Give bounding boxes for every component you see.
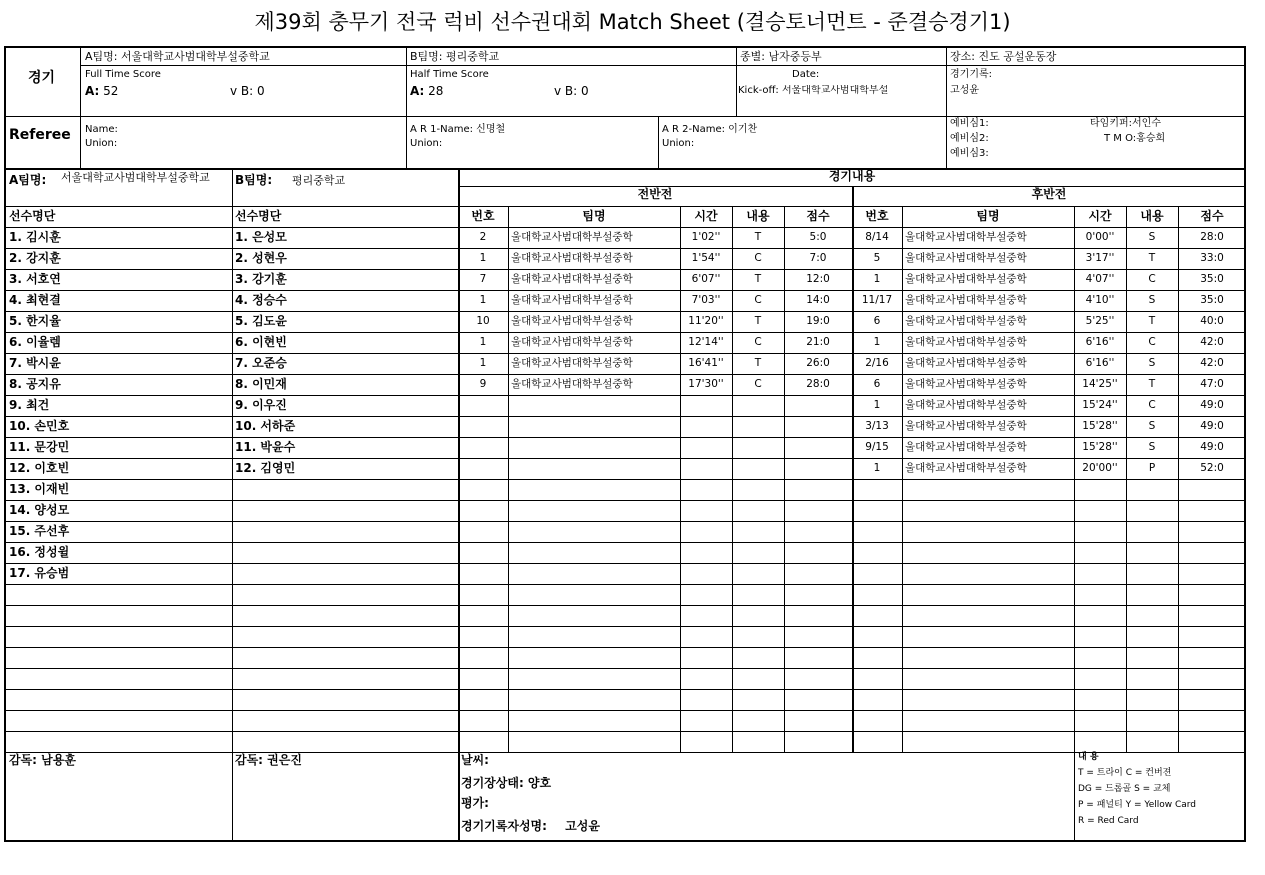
- timekeeper: 타임키퍼:서인수: [1090, 118, 1161, 129]
- second-half-event-time: 4'10'': [1085, 294, 1115, 306]
- second-half-event-no: 2/16: [865, 357, 889, 369]
- b-full-score: 0: [257, 84, 265, 98]
- second-half-event-no: 6: [873, 315, 881, 327]
- team-a-player: 9. 최건: [9, 398, 50, 412]
- team-b-player: 8. 이민재: [235, 377, 287, 391]
- first-half-col-header: 내용: [746, 209, 770, 223]
- second-half-event-team: 울대학교사범대학부설중학: [905, 462, 1027, 474]
- team-b-player: 9. 이우진: [235, 398, 287, 412]
- first-half-event-team: 울대학교사범대학부설중학: [511, 357, 633, 369]
- first-half-event-type: T: [754, 357, 762, 369]
- second-half-event-no: 5: [873, 252, 881, 264]
- second-half-event-score: 28:0: [1200, 231, 1224, 243]
- team-b-player: 11. 박윤수: [235, 440, 296, 454]
- team-a-player: 5. 한지율: [9, 314, 61, 328]
- second-half-event-team: 울대학교사범대학부설중학: [905, 357, 1027, 369]
- second-half-event-time: 6'16'': [1085, 357, 1115, 369]
- first-half-col-header: 번호: [471, 209, 495, 223]
- second-half-event-time: 15'28'': [1082, 420, 1118, 432]
- second-half-event-no: 1: [873, 273, 881, 285]
- a-half-score: 28: [428, 84, 444, 98]
- first-half-event-score: 19:0: [806, 315, 830, 327]
- match-sheet: [4, 46, 1246, 842]
- referee-union-label: Union:: [85, 138, 118, 149]
- second-half-event-type: S: [1148, 357, 1156, 369]
- second-half-event-type: C: [1148, 273, 1156, 285]
- game-label: 경기: [28, 70, 56, 86]
- first-half-event-time: 12'14'': [688, 336, 724, 348]
- second-half-event-team: 울대학교사범대학부설중학: [905, 441, 1027, 453]
- second-half-event-type: C: [1148, 399, 1156, 411]
- first-half-event-no: 1: [479, 336, 487, 348]
- referee-name-label: Name:: [85, 124, 118, 135]
- second-half-event-score: 35:0: [1200, 294, 1224, 306]
- evaluation: 평가:: [461, 796, 489, 810]
- first-half-col-header: 팀명: [582, 209, 606, 223]
- second-half-event-type: C: [1148, 336, 1156, 348]
- second-half-event-no: 3/13: [865, 420, 889, 432]
- team-b-player: 10. 서하준: [235, 419, 296, 433]
- first-half-event-time: 7'03'': [691, 294, 721, 306]
- second-half-event-score: 52:0: [1200, 462, 1224, 474]
- second-half-event-no: 1: [873, 336, 881, 348]
- a-half-label: A:: [410, 84, 425, 98]
- legend-title: 내 용: [1078, 752, 1099, 762]
- first-half-event-team: 울대학교사범대학부설중학: [511, 378, 633, 390]
- second-half-event-time: 15'24'': [1082, 399, 1118, 411]
- ar1-union: Union:: [410, 138, 443, 149]
- reserve-1: 예비심1:: [950, 118, 989, 129]
- second-half-event-no: 11/17: [861, 294, 893, 306]
- second-half-event-team: 울대학교사범대학부설중학: [905, 378, 1027, 390]
- legend-line-3: P = 패널티 Y = Yellow Card: [1078, 800, 1197, 810]
- first-half-event-no: 2: [479, 231, 487, 243]
- first-half-event-type: T: [754, 231, 762, 243]
- team-a-player: 14. 양성모: [9, 503, 70, 517]
- roster-header-a: 선수명단: [9, 209, 56, 223]
- second-half-col-header: 내용: [1140, 209, 1164, 223]
- legend-line-1: T = 트라이 C = 컨버젼: [1078, 768, 1172, 778]
- legend-line-2: DG = 드롭골 S = 교체: [1078, 784, 1171, 794]
- team-b-label: B팀명:: [235, 173, 273, 187]
- second-half-col-header: 번호: [865, 209, 889, 223]
- first-half-event-time: 6'07'': [691, 273, 721, 285]
- team-b-player: 1. 은성모: [235, 230, 287, 244]
- team-a-player: 12. 이호빈: [9, 461, 70, 475]
- date-label: Date:: [792, 69, 820, 80]
- events-section-label: 경기내용: [828, 169, 876, 183]
- ar2-union: Union:: [662, 138, 695, 149]
- first-half-event-no: 1: [479, 357, 487, 369]
- field-condition: 경기장상태: 양호: [461, 776, 552, 790]
- second-half-event-no: 6: [873, 378, 881, 390]
- team-a-label: A팀명:: [9, 173, 47, 187]
- first-half-col-header: 점수: [806, 209, 830, 223]
- first-half-event-score: 26:0: [806, 357, 830, 369]
- team-a-player: 1. 김시훈: [9, 230, 61, 244]
- first-half-event-no: 9: [479, 378, 487, 390]
- first-half-event-team: 울대학교사범대학부설중학: [511, 315, 633, 327]
- second-half-event-time: 3'17'': [1085, 252, 1115, 264]
- first-half-event-no: 1: [479, 294, 487, 306]
- second-half-event-score: 40:0: [1200, 315, 1224, 327]
- second-half-event-type: T: [1148, 378, 1156, 390]
- team-b-player: 4. 정승수: [235, 293, 287, 307]
- second-half-event-score: 35:0: [1200, 273, 1224, 285]
- first-half-event-time: 11'20'': [688, 315, 724, 327]
- first-half-event-type: T: [754, 273, 762, 285]
- division: 종별: 남자중등부: [740, 50, 822, 63]
- first-half-event-type: T: [754, 315, 762, 327]
- team-a-player: 17. 유승범: [9, 566, 70, 580]
- first-half-event-type: C: [754, 294, 762, 306]
- first-half-event-score: 12:0: [806, 273, 830, 285]
- team-a-player: 7. 박시윤: [9, 356, 61, 370]
- team-b-player: 3. 강기훈: [235, 272, 287, 286]
- team-a-player: 4. 최현결: [9, 293, 61, 307]
- second-half-event-team: 울대학교사범대학부설중학: [905, 420, 1027, 432]
- recorder-label: 경기기록자성명:: [461, 819, 547, 833]
- team-a-name: 서울대학교사범대학부설중학교: [61, 171, 210, 184]
- team-b-player: 6. 이현빈: [235, 335, 287, 349]
- record-label: 경기기록:: [950, 69, 993, 80]
- first-half-event-time: 17'30'': [688, 378, 724, 390]
- second-half-event-score: 49:0: [1200, 420, 1224, 432]
- second-half-event-type: S: [1148, 294, 1156, 306]
- team-a-header: A팀명: 서울대학교사범대학부설중학교: [85, 50, 270, 63]
- ar1-name: A R 1-Name: 신명철: [410, 124, 506, 135]
- page-title: 제39회 충무기 전국 럭비 선수권대회 Match Sheet (결승토너먼트 - 준결승경기1): [254, 10, 1011, 34]
- coach-b: 감독: 권은진: [235, 753, 302, 767]
- second-half-event-type: S: [1148, 231, 1156, 243]
- second-half-event-time: 5'25'': [1085, 315, 1115, 327]
- second-half-event-no: 1: [873, 462, 881, 474]
- tmo: T M O:홍승희: [1104, 133, 1166, 144]
- second-half-event-type: T: [1148, 252, 1156, 264]
- second-half-event-team: 울대학교사범대학부설중학: [905, 294, 1027, 306]
- first-half-event-team: 울대학교사범대학부설중학: [511, 294, 633, 306]
- second-half-event-team: 울대학교사범대학부설중학: [905, 336, 1027, 348]
- second-half-event-score: 47:0: [1200, 378, 1224, 390]
- legend-line-4: R = Red Card: [1078, 816, 1139, 826]
- second-half-label: 후반전: [1031, 187, 1067, 201]
- second-half-event-score: 42:0: [1200, 357, 1224, 369]
- second-half-event-no: 1: [873, 399, 881, 411]
- reserve-2: 예비심2:: [950, 133, 989, 144]
- first-half-event-score: 14:0: [806, 294, 830, 306]
- second-half-event-time: 4'07'': [1085, 273, 1115, 285]
- team-a-player: 13. 이재빈: [9, 482, 70, 496]
- full-time-label: Full Time Score: [85, 69, 161, 80]
- second-half-col-header: 시간: [1088, 209, 1112, 223]
- vb-half-label: v B:: [554, 84, 578, 98]
- first-half-event-time: 16'41'': [688, 357, 724, 369]
- team-a-player: 6. 이율렘: [9, 335, 61, 349]
- referee-label: Referee: [9, 127, 71, 143]
- venue: 장소: 진도 공설운동장: [950, 50, 1057, 63]
- second-half-event-time: 14'25'': [1082, 378, 1118, 390]
- second-half-event-team: 울대학교사범대학부설중학: [905, 315, 1027, 327]
- second-half-event-score: 49:0: [1200, 399, 1224, 411]
- team-b-name: 평리중학교: [292, 174, 346, 187]
- second-half-event-type: S: [1148, 420, 1156, 432]
- first-half-event-time: 1'02'': [691, 231, 721, 243]
- weather: 날씨:: [461, 753, 489, 767]
- second-half-event-no: 9/15: [865, 441, 889, 453]
- first-half-label: 전반전: [637, 187, 673, 201]
- second-half-event-type: S: [1148, 441, 1156, 453]
- team-b-player: 5. 김도윤: [235, 314, 287, 328]
- second-half-event-team: 울대학교사범대학부설중학: [905, 231, 1027, 243]
- team-a-player: 8. 공지유: [9, 377, 61, 391]
- team-a-player: 2. 강지훈: [9, 251, 61, 265]
- coach-a: 감독: 남용훈: [9, 753, 76, 767]
- roster-header-b: 선수명단: [235, 209, 282, 223]
- second-half-event-time: 6'16'': [1085, 336, 1115, 348]
- first-half-event-team: 울대학교사범대학부설중학: [511, 273, 633, 285]
- second-half-event-team: 울대학교사범대학부설중학: [905, 273, 1027, 285]
- team-a-player: 15. 주선후: [9, 524, 70, 538]
- second-half-event-type: T: [1148, 315, 1156, 327]
- kickoff: Kick-off: 서울대학교사범대학부설: [738, 85, 889, 96]
- second-half-event-time: 15'28'': [1082, 441, 1118, 453]
- first-half-event-score: 7:0: [809, 252, 827, 264]
- second-half-event-team: 울대학교사범대학부설중학: [905, 252, 1027, 264]
- team-b-player: 2. 성현우: [235, 251, 287, 265]
- first-half-event-team: 울대학교사범대학부설중학: [511, 252, 633, 264]
- ar2-name: A R 2-Name: 이기찬: [662, 124, 758, 135]
- second-half-event-time: 20'00'': [1082, 462, 1118, 474]
- team-a-player: 10. 손민호: [9, 419, 70, 433]
- team-a-player: 3. 서호연: [9, 272, 61, 286]
- first-half-event-type: C: [754, 252, 762, 264]
- first-half-event-type: C: [754, 378, 762, 390]
- first-half-event-score: 28:0: [806, 378, 830, 390]
- first-half-event-score: 5:0: [809, 231, 827, 243]
- first-half-col-header: 시간: [694, 209, 718, 223]
- second-half-event-score: 42:0: [1200, 336, 1224, 348]
- first-half-event-team: 울대학교사범대학부설중학: [511, 231, 633, 243]
- first-half-event-time: 1'54'': [691, 252, 721, 264]
- half-time-label: Half Time Score: [410, 69, 489, 80]
- team-b-player: 12. 김영민: [235, 461, 296, 475]
- first-half-event-type: C: [754, 336, 762, 348]
- a-full-score: 52: [103, 84, 119, 98]
- second-half-event-team: 울대학교사범대학부설중학: [905, 399, 1027, 411]
- team-b-player: 7. 오준승: [235, 356, 287, 370]
- first-half-event-team: 울대학교사범대학부설중학: [511, 336, 633, 348]
- second-half-event-time: 0'00'': [1085, 231, 1115, 243]
- second-half-col-header: 점수: [1200, 209, 1224, 223]
- recorder-header: 고성윤: [950, 85, 979, 96]
- team-a-player: 11. 문강민: [9, 440, 70, 454]
- second-half-event-no: 8/14: [865, 231, 889, 243]
- first-half-event-no: 1: [479, 252, 487, 264]
- second-half-event-type: P: [1148, 462, 1156, 474]
- team-a-player: 16. 정성윌: [9, 545, 70, 559]
- second-half-col-header: 팀명: [976, 209, 1000, 223]
- vb-label: v B:: [230, 84, 254, 98]
- a-score-label: A:: [85, 84, 100, 98]
- first-half-event-no: 7: [479, 273, 487, 285]
- recorder-name: 고성윤: [565, 819, 600, 833]
- b-half-score: 0: [581, 84, 589, 98]
- second-half-event-score: 33:0: [1200, 252, 1224, 264]
- first-half-event-no: 10: [476, 315, 490, 327]
- team-b-header: B팀명: 평리중학교: [410, 50, 500, 63]
- reserve-3: 예비심3:: [950, 148, 989, 159]
- first-half-event-score: 21:0: [806, 336, 830, 348]
- second-half-event-score: 49:0: [1200, 441, 1224, 453]
